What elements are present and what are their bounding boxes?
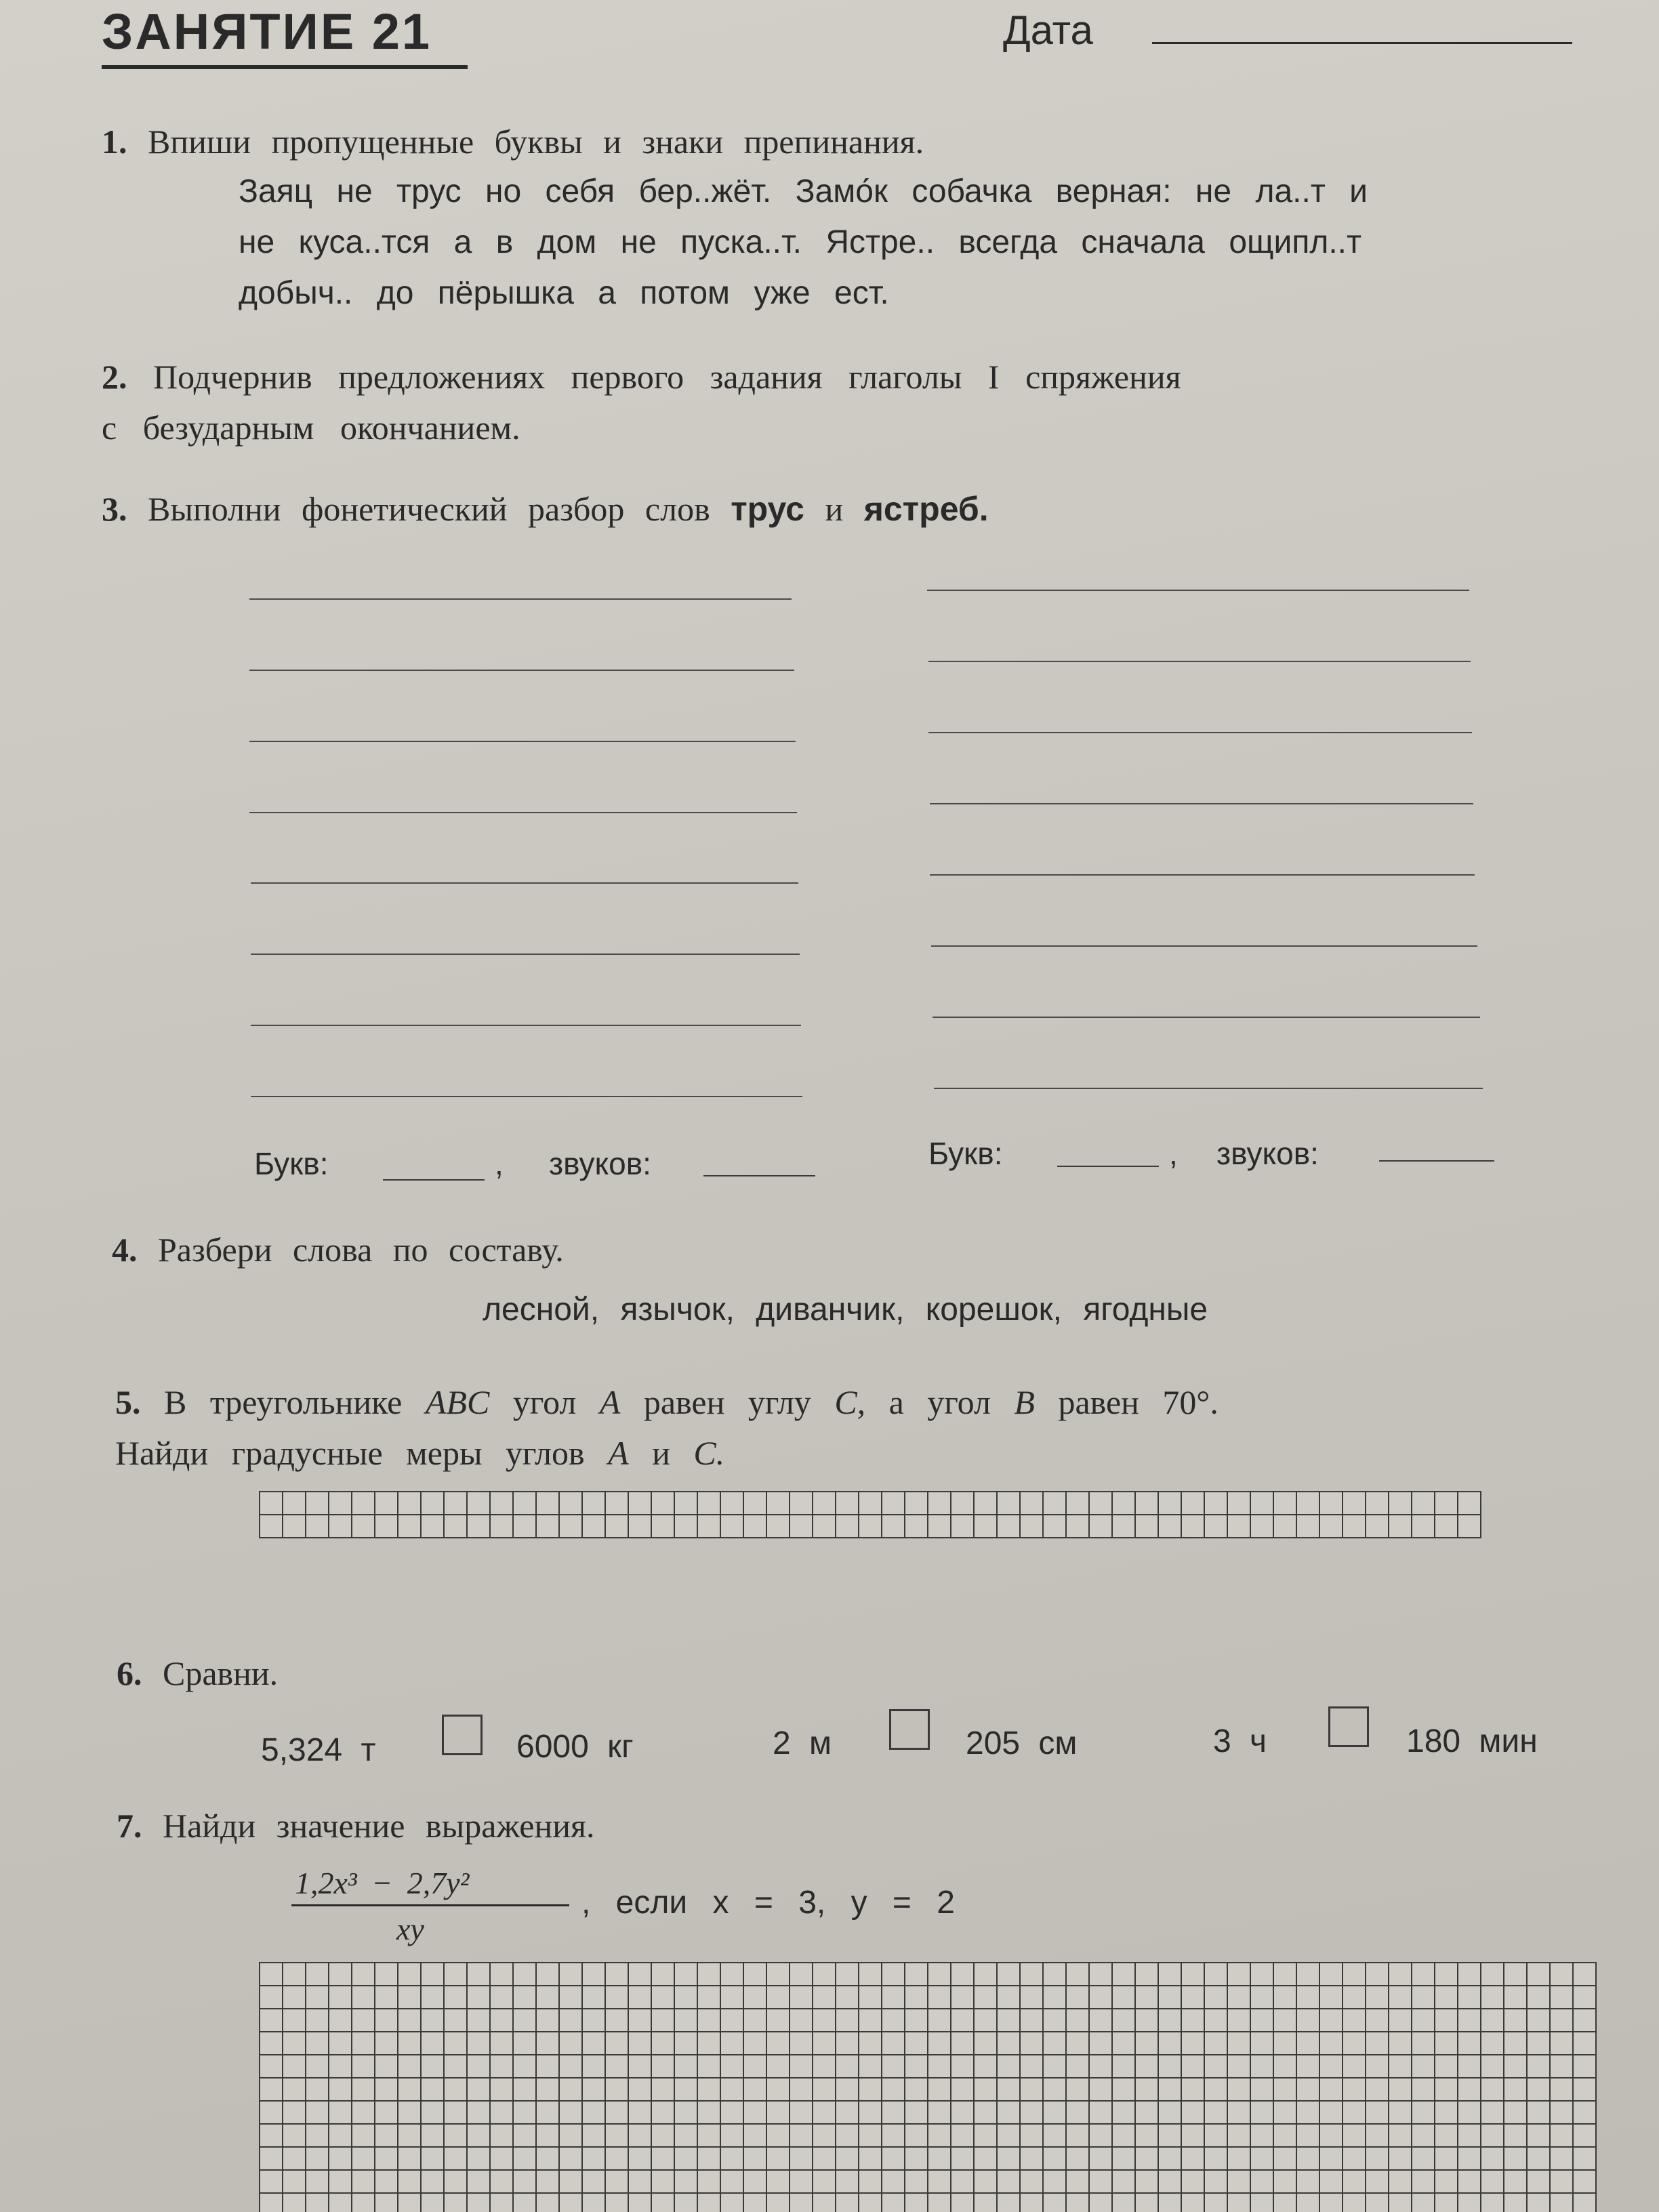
right-letters-label: Букв:: [928, 1136, 1003, 1171]
task-3-word-1: трус: [731, 490, 804, 528]
answer-line[interactable]: [249, 670, 794, 671]
task-5-text-c: равен углу: [643, 1383, 811, 1421]
title-underline: [102, 65, 468, 69]
compare-1-left: 5,324 т: [261, 1732, 376, 1768]
task-5-line-1: [115, 1382, 1218, 1422]
task-5-text-a: В треугольнике: [164, 1383, 403, 1421]
task-1-text: Впиши пропущенные буквы и знаки препинания.: [148, 123, 924, 161]
task-4-number: 4.: [112, 1231, 138, 1269]
date-field[interactable]: [1152, 42, 1572, 44]
task-3-word-2: ястреб.: [863, 490, 989, 528]
compare-2-box[interactable]: [889, 1709, 930, 1750]
fraction-bar: [291, 1904, 569, 1906]
right-letters-field[interactable]: [1057, 1166, 1159, 1167]
compare-2-left: 2 м: [773, 1725, 832, 1761]
right-sounds-field[interactable]: [1379, 1160, 1494, 1162]
task-2-line-2: с безударным окончанием.: [102, 409, 520, 447]
task-5-text-e: равен 70°.: [1058, 1383, 1218, 1421]
answer-line[interactable]: [930, 803, 1473, 804]
task-1-line-2: не куса..тся а в дом не пуска..т. Ястре.. всегда сначала ощипл..т: [239, 224, 1361, 260]
answer-line[interactable]: [933, 1017, 1480, 1018]
task-4-text: Разбери слова по составу.: [158, 1231, 564, 1269]
answer-line[interactable]: [249, 598, 792, 600]
task-6-text: Сравни.: [163, 1654, 279, 1692]
answer-line[interactable]: [927, 590, 1469, 591]
answer-line[interactable]: [251, 1025, 801, 1026]
right-comma: ,: [1169, 1136, 1178, 1171]
task-3-number: 3.: [102, 490, 127, 528]
angle-c: C,: [834, 1383, 866, 1421]
task-3-text: Выполни фонетический разбор слов: [148, 490, 710, 528]
task-2-text-1: Подчернив предложениях первого задания глаголы I спряжения: [153, 358, 1181, 396]
task-1-prompt: [102, 122, 924, 161]
task-7-answer-grid[interactable]: [259, 1962, 1597, 2212]
fraction-condition: , если x = 3, y = 2: [581, 1885, 955, 1921]
answer-line[interactable]: [934, 1088, 1483, 1089]
answer-line[interactable]: [249, 812, 797, 813]
angle-a: A: [599, 1383, 621, 1421]
left-comma: ,: [495, 1146, 504, 1181]
angle-c-2: C.: [693, 1434, 725, 1472]
task-7-text: Найди значение выражения.: [163, 1807, 595, 1845]
fraction-denominator: xy: [396, 1912, 424, 1946]
task-1-line-3: добыч.. до пёрышка а потом уже ест.: [239, 275, 889, 311]
task-7-number: 7.: [117, 1807, 142, 1845]
compare-3-left: 3 ч: [1213, 1723, 1267, 1759]
compare-1-right: 6000 кг: [516, 1729, 634, 1765]
triangle-abc: ABC: [425, 1383, 490, 1421]
left-letters-field[interactable]: [383, 1179, 485, 1181]
answer-line[interactable]: [928, 661, 1471, 662]
compare-1-box[interactable]: [442, 1715, 483, 1755]
task-5-text-f: Найди градусные меры углов: [115, 1434, 585, 1472]
answer-line[interactable]: [251, 882, 798, 884]
date-label: Дата: [1003, 7, 1093, 53]
task-6-number: 6.: [117, 1654, 142, 1692]
task-2-line-1: [102, 357, 1181, 396]
angle-b: B: [1014, 1383, 1035, 1421]
task-4-prompt: [112, 1230, 564, 1269]
compare-3-right: 180 мин: [1406, 1723, 1538, 1759]
answer-line[interactable]: [931, 945, 1477, 947]
task-5-number: 5.: [115, 1383, 141, 1421]
compare-2-right: 205 см: [966, 1725, 1078, 1761]
task-5-text-g: и: [652, 1434, 670, 1472]
task-1-number: 1.: [102, 123, 127, 161]
answer-line[interactable]: [928, 732, 1472, 733]
answer-line[interactable]: [251, 1096, 802, 1097]
task-3-and: и: [825, 490, 844, 528]
right-sounds-label: звуков:: [1216, 1136, 1319, 1171]
task-4-words: лесной, язычок, диванчик, корешок, ягодные: [483, 1292, 1208, 1328]
task-5-text-d: а угол: [888, 1383, 991, 1421]
page-title: ЗАНЯТИЕ 21: [102, 3, 432, 60]
answer-line[interactable]: [930, 874, 1475, 876]
task-7-prompt: [117, 1806, 595, 1845]
task-5-text-b: угол: [512, 1383, 577, 1421]
task-5-line-2: [115, 1433, 724, 1473]
task-3-prompt: [102, 489, 989, 529]
angle-a-2: A: [608, 1434, 629, 1472]
compare-3-box[interactable]: [1328, 1706, 1369, 1747]
left-sounds-field[interactable]: [703, 1175, 815, 1176]
fraction-numerator: 1,2x³ − 2,7y²: [295, 1866, 470, 1900]
answer-line[interactable]: [249, 741, 796, 742]
task-2-number: 2.: [102, 358, 127, 396]
left-sounds-label: звуков:: [549, 1146, 651, 1181]
answer-line[interactable]: [251, 954, 800, 955]
task-6-prompt: [117, 1654, 278, 1693]
task-5-answer-grid[interactable]: [259, 1491, 1481, 1538]
left-letters-label: Букв:: [254, 1146, 329, 1181]
task-1-line-1: Заяц не трус но себя бер..жёт. Замо́к собачка верная: не ла..т и: [239, 173, 1368, 209]
